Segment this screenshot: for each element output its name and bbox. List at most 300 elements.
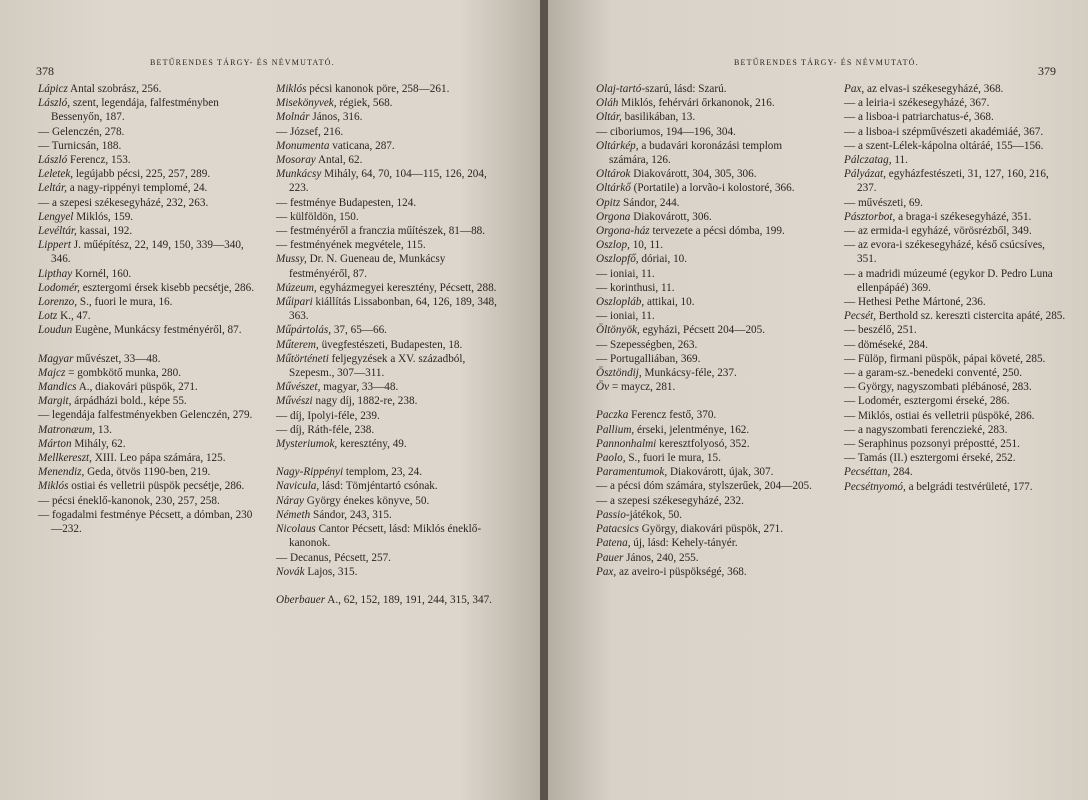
index-headword: Novák (276, 565, 305, 578)
index-entry (596, 281, 818, 295)
index-text: — a szent-Lélek-kápolna oltáráé, 155—156. (844, 139, 1044, 152)
index-entry (596, 451, 818, 465)
index-headword: Nagy-Rippényi (276, 466, 344, 479)
index-text: Cantor Pécsett, lásd: Miklós éneklő-kanonok. (289, 523, 482, 550)
index-headword: Matronæum, (38, 423, 96, 436)
index-text: J. műépítész, 22, 149, 150, 339—340, 346. (51, 239, 244, 266)
index-entry (276, 338, 498, 352)
index-headword: Műtörténeti (276, 352, 329, 365)
index-text: a nagy-rippényi templomé, 24. (66, 182, 208, 195)
index-text: egyházi, Pécsett 204—205. (639, 324, 766, 337)
index-text: — Portugalliában, 369. (596, 352, 701, 365)
index-headword: Mosoray (276, 154, 316, 167)
index-text: — Tamás (II.) esztergomi érseké, 252. (844, 452, 1016, 465)
index-text: S., fuori le mura, 15. (625, 452, 721, 465)
index-headword: Miklós (38, 480, 69, 493)
index-entry (276, 139, 498, 153)
index-text: — a lisboa-i szépművészeti akadémiáé, 367. (844, 125, 1044, 138)
index-entry (276, 565, 498, 579)
index-headword: Pecséttan, (844, 466, 891, 479)
index-entry (596, 338, 818, 352)
index-entry (596, 536, 818, 550)
index-entry (276, 465, 498, 479)
index-entry (276, 437, 498, 451)
index-headword: Öv (596, 381, 610, 394)
index-entry (38, 479, 260, 493)
index-entry (596, 408, 818, 422)
index-text: dóriai, 10. (638, 253, 688, 266)
index-headword: Oberbauer (276, 593, 326, 606)
index-headword: Oltárkép, (596, 139, 639, 152)
index-entry (38, 167, 260, 181)
index-headword: Pax, (596, 565, 617, 578)
index-entry (38, 267, 260, 281)
index-entry (38, 82, 260, 96)
index-headword: Márton (38, 437, 72, 450)
index-entry (276, 110, 498, 124)
index-entry (844, 309, 1066, 323)
index-headword: Miklós (276, 83, 307, 95)
index-entry (38, 380, 260, 394)
index-entry (38, 139, 260, 153)
index-entry (276, 494, 498, 508)
page-number: 379 (1038, 64, 1056, 78)
index-entry (596, 309, 818, 323)
index-headword: Opitz (596, 196, 621, 209)
section-gap (38, 338, 260, 352)
index-text: 37, 65—66. (331, 324, 387, 337)
index-headword: Monumenta (276, 139, 330, 152)
index-entry (38, 494, 260, 508)
index-entry (844, 110, 1066, 124)
index-text: A., diakovári püspök, 271. (76, 381, 198, 394)
index-text: — a leiria-i székesegyházé, 367. (844, 97, 990, 110)
index-text: érseki, jelentménye, 162. (634, 423, 750, 436)
index-entry (844, 366, 1066, 380)
index-text: A., 62, 152, 189, 191, 244, 315, 347. (325, 593, 492, 606)
index-entry (596, 238, 818, 252)
index-headword: Oszlopláb, (596, 296, 645, 309)
index-headword: Mussy, (276, 253, 307, 266)
index-headword: Leletek, (38, 168, 74, 181)
index-headword: Öltönyök, (596, 324, 640, 337)
index-text: 10, 11. (629, 239, 664, 252)
index-text: — a pécsi dóm számára, stylszerűek, 204—205. (596, 480, 812, 493)
index-entry (276, 125, 498, 139)
index-headword: Műpártolás, (276, 324, 332, 337)
index-text: 11. (891, 154, 908, 167)
index-headword: Művészet, (276, 381, 321, 394)
index-text: = maycz, 281. (609, 381, 676, 394)
index-text: keresztény, 49. (337, 438, 407, 451)
section-gap (276, 579, 498, 593)
index-entry (596, 125, 818, 139)
index-entry (596, 110, 818, 124)
index-text: kiállítás Lissabonban, 64, 126, 189, 348, 363. (289, 296, 497, 323)
index-entry (276, 380, 498, 394)
index-headword: Művészi (276, 395, 313, 408)
index-entry (276, 479, 498, 493)
index-text: régiek, 568. (336, 97, 393, 110)
index-entry (596, 210, 818, 224)
index-headword: László, (38, 97, 71, 110)
index-text: — József, 216. (276, 125, 344, 138)
index-entry (844, 437, 1066, 451)
index-entry (596, 267, 818, 281)
index-text: György énekes könyve, 50. (303, 494, 430, 507)
index-text: üvegfestészeti, Budapesten, 18. (318, 338, 463, 351)
index-text: — döméseké, 284. (844, 338, 928, 351)
index-entry (844, 196, 1066, 210)
index-headword: Ösztöndij, (596, 367, 642, 380)
index-headword: Mysteriumok, (276, 438, 338, 451)
index-entry (844, 380, 1066, 394)
index-column (596, 82, 818, 579)
index-entry (38, 125, 260, 139)
index-text: Antal szobrász, 256. (67, 83, 162, 95)
index-entry (276, 96, 498, 110)
index-entry (844, 210, 1066, 224)
index-entry (596, 295, 818, 309)
index-entry (38, 408, 260, 422)
index-headword: Margit, (38, 395, 72, 408)
index-entry (276, 394, 498, 408)
index-column (38, 82, 260, 536)
index-entry (38, 210, 260, 224)
index-headword: Munkácsy (276, 168, 322, 181)
right-page (548, 0, 1088, 800)
index-entry (844, 96, 1066, 110)
index-text: — Decanus, Pécsett, 257. (276, 551, 391, 564)
index-entry (38, 465, 260, 479)
index-headword: Náray (276, 494, 304, 507)
index-text: a braga-i székesegyházé, 351. (895, 210, 1032, 223)
book-gutter (540, 0, 548, 800)
index-entry (844, 295, 1066, 309)
index-headword: Levéltár, (38, 225, 77, 238)
index-text: — Fülöp, firmani püspök, pápai követé, 285. (844, 352, 1046, 365)
index-headword: Lodomér, (38, 281, 80, 294)
index-text: — legendája falfestményekben Gelenczén, 279. (38, 409, 253, 422)
index-entry (596, 423, 818, 437)
index-entry (276, 252, 498, 280)
index-entry (844, 167, 1066, 195)
index-column (844, 82, 1066, 494)
index-text: egyházmegyei keresztény, Pécsett, 288. (316, 281, 497, 294)
index-text: — a garam-sz.-benedeki conventé, 250. (844, 367, 1022, 380)
index-text: — beszélő, 251. (844, 324, 917, 337)
index-headword: Navicula, (276, 480, 320, 493)
index-text: — a nagyszombati ferenczieké, 283. (844, 423, 1008, 436)
index-headword: Pecsétnyomó, (844, 480, 906, 493)
page-number: 378 (36, 64, 54, 78)
index-entry (596, 252, 818, 266)
index-entry (596, 82, 818, 96)
index-headword: Patacsics (596, 523, 639, 536)
index-text: a budavári koronázási templom számára, 126. (609, 139, 783, 167)
index-headword: Műipari (276, 296, 313, 309)
index-entry (38, 451, 260, 465)
index-entry (596, 366, 818, 380)
section-gap (596, 394, 818, 408)
index-headword: Misekönyvek, (276, 97, 337, 110)
index-entry (844, 238, 1066, 266)
index-text: árpádházi bold., képe 55. (71, 395, 187, 408)
index-headword: Pallium, (596, 423, 635, 436)
index-text: Ferencz, 153. (67, 154, 131, 167)
index-text: — ioniai, 11. (596, 267, 655, 280)
index-headword: Orgona-ház (596, 225, 650, 238)
index-text: templom, 23, 24. (343, 466, 423, 479)
index-text: K., 47. (57, 310, 91, 323)
index-text: Eugène, Munkácsy festményéről, 87. (72, 324, 242, 337)
index-headword: Mellkereszt, (38, 452, 92, 465)
running-head: BETŰRENDES TÁRGY- ÉS NÉVMUTATÓ. (150, 58, 335, 67)
index-entry (596, 181, 818, 195)
index-headword: Mandics (38, 381, 77, 394)
index-entry (276, 82, 498, 96)
index-headword: Pásztorbot, (844, 210, 896, 223)
index-text: vaticana, 287. (329, 139, 395, 152)
index-entry (844, 465, 1066, 479)
index-entry (596, 522, 818, 536)
index-text: Dr. N. Gueneau de, Munkácsy festményéről, 87. (289, 253, 446, 280)
index-text: — Szepességben, 263. (596, 338, 698, 351)
index-entry (276, 196, 498, 210)
index-entry (276, 551, 498, 565)
index-headword: Olaj-tartó- (596, 83, 646, 95)
index-headword: Magyar (38, 352, 74, 365)
index-headword: Pecsét, (844, 310, 876, 323)
index-text: tervezete a pécsi dómba, 199. (649, 225, 785, 238)
index-text: az elvas-i székesegyházé, 368. (864, 83, 1004, 95)
index-entry (596, 494, 818, 508)
index-text: Diakovárott, 306. (630, 210, 712, 223)
index-entry (38, 196, 260, 210)
index-text: (Portatile) a lorvão-i kolostoré, 366. (630, 182, 795, 195)
index-headword: Műterem, (276, 338, 319, 351)
index-text: Ferencz festő, 370. (628, 409, 717, 422)
index-entry (596, 465, 818, 479)
index-entry (276, 323, 498, 337)
index-headword: Pax, (844, 83, 865, 95)
index-entry (596, 380, 818, 394)
index-text: nagy díj, 1882-re, 238. (312, 395, 418, 408)
index-entry (276, 522, 498, 550)
index-text: 284. (890, 466, 913, 479)
index-text: Kornél, 160. (72, 267, 132, 280)
index-entry (596, 437, 818, 451)
index-headword: Pauer (596, 551, 624, 564)
index-headword: Patena, (596, 537, 631, 550)
index-entry (38, 323, 260, 337)
index-text: XIII. Leo pápa számára, 125. (91, 452, 226, 465)
index-headword: Oláh (596, 97, 619, 110)
index-text: új, lásd: Kehely-tányér. (630, 537, 738, 550)
index-text: — díj, Ipolyi-féle, 239. (276, 409, 380, 422)
index-text: János, 240, 255. (623, 551, 699, 564)
index-text: feljegyzések a XV. századból, Szepesm., 307—311. (289, 352, 466, 380)
index-text: — Lodomér, esztergomi érseké, 286. (844, 395, 1010, 408)
index-text: pécsi kanonok pöre, 258—261. (306, 83, 450, 95)
index-text: játékok, 50. (629, 508, 683, 521)
index-text: Sándor, 244. (620, 196, 680, 209)
index-entry (38, 238, 260, 266)
index-headword: Lápicz (38, 83, 68, 95)
index-text: — a szepesi székesegyházé, 232. (596, 494, 744, 507)
index-entry (596, 323, 818, 337)
index-entry (38, 281, 260, 295)
index-text: basilikában, 13. (621, 111, 696, 124)
index-entry (844, 267, 1066, 295)
index-text: Sándor, 243, 315. (310, 508, 392, 521)
index-entry (38, 352, 260, 366)
index-entry (38, 153, 260, 167)
index-text: legújabb pécsi, 225, 257, 289. (73, 168, 211, 181)
index-text: — Turnicsán, 188. (38, 139, 122, 152)
index-entry (38, 224, 260, 238)
index-text: Diakovárott, 304, 305, 306. (630, 168, 757, 181)
index-text: S., fuori le mura, 16. (77, 296, 173, 309)
index-text: szarú, lásd: Szarú. (645, 83, 727, 95)
index-headword: Lotz (38, 310, 58, 323)
index-entry (38, 394, 260, 408)
index-headword: Oltár, (596, 111, 622, 124)
index-text: attikai, 10. (644, 296, 695, 309)
index-text: — ioniai, 11. (596, 310, 655, 323)
index-entry (596, 479, 818, 493)
index-entry (596, 196, 818, 210)
index-text: György, diakovári püspök, 271. (638, 523, 784, 536)
index-text: — festményéről a franczia műítészek, 81—88. (276, 225, 486, 238)
index-text: — az ermida-i egyházé, vörösrézből, 349. (844, 225, 1032, 238)
index-headword: Oltárok (596, 168, 631, 181)
index-headword: Oszlopfő, (596, 253, 639, 266)
index-entry (596, 565, 818, 579)
index-text: az aveiro-i püspökségé, 368. (616, 565, 747, 578)
index-text: keresztfolyosó, 352. (656, 437, 750, 450)
index-text: esztergomi érsek kisebb pecsétje, 286. (79, 281, 255, 294)
index-headword: Paramentumok, (596, 466, 668, 479)
index-headword: Oltárkő (596, 182, 631, 195)
index-text: művészet, 33—48. (73, 352, 161, 365)
index-text: ostiai és velletrii püspök pecsétje, 286. (68, 480, 245, 493)
index-headword: Orgona (596, 210, 631, 223)
index-entry (596, 167, 818, 181)
index-entry (844, 224, 1066, 238)
index-text: — Seraphinus pozsonyi prépostté, 251. (844, 438, 1020, 451)
index-text: Munkácsy-féle, 237. (641, 367, 737, 380)
index-entry (38, 508, 260, 536)
index-entry (38, 96, 260, 124)
index-entry (38, 181, 260, 195)
index-text: = gombkötő munka, 280. (65, 366, 182, 379)
index-headword: Pályázat, (844, 168, 886, 181)
index-entry (276, 409, 498, 423)
index-entry (276, 167, 498, 195)
index-text: lásd: Tömjéntartó csónak. (319, 480, 438, 493)
index-entry (844, 153, 1066, 167)
index-entry (844, 451, 1066, 465)
index-headword: Pannonhalmi (596, 437, 657, 450)
index-headword: Nicolaus (276, 523, 316, 536)
index-entry (596, 352, 818, 366)
index-text: — Gelenczén, 278. (38, 125, 125, 138)
index-text: — művészeti, 69. (844, 196, 923, 209)
index-text: — pécsi éneklő-kanonok, 230, 257, 258. (38, 494, 220, 507)
index-entry (38, 423, 260, 437)
index-text: kassai, 192. (76, 225, 133, 238)
index-entry (596, 96, 818, 110)
index-entry (844, 323, 1066, 337)
index-text: János, 316. (309, 111, 363, 124)
index-text: Mihály, 62. (71, 437, 126, 450)
index-text: — a szepesi székesegyházé, 232, 263. (38, 196, 209, 209)
index-entry (38, 295, 260, 309)
index-headword: Múzeum, (276, 281, 317, 294)
index-headword: Oszlop, (596, 239, 630, 252)
running-head: BETŰRENDES TÁRGY- ÉS NÉVMUTATÓ. (734, 58, 919, 67)
index-entry (276, 224, 498, 238)
index-text: Miklós, fehérvári őrkanonok, 216. (618, 97, 775, 110)
index-entry (276, 210, 498, 224)
index-headword: Molnár (276, 111, 310, 124)
index-entry (276, 238, 498, 252)
index-entry (844, 139, 1066, 153)
index-text: szent, legendája, falfestményben Bessenyőn, 187. (51, 97, 219, 124)
index-column (276, 82, 498, 607)
index-text: — György, nagyszombati plébánosé, 283. (844, 381, 1032, 394)
index-text: — külföldön, 150. (276, 210, 359, 223)
index-entry (596, 139, 818, 167)
index-headword: Paczka (596, 409, 629, 422)
index-text: egyházfestészeti, 31, 127, 160, 216, 237. (857, 168, 1049, 195)
index-text: — fogadalmi festménye Pécsett, a dómban, 230—232. (38, 508, 253, 536)
index-headword: Loudun (38, 324, 73, 337)
index-headword: Németh (276, 508, 311, 521)
index-entry (844, 409, 1066, 423)
index-headword: Passio- (596, 508, 630, 521)
index-text: a belgrádi testvérületé, 177. (905, 480, 1033, 493)
index-entry (276, 508, 498, 522)
index-entry (38, 437, 260, 451)
index-text: — az evora-i székesegyházé, késő csúcsíves, 351. (844, 239, 1045, 266)
index-text: — díj, Ráth-féle, 238. (276, 423, 375, 436)
index-headword: Menendiz, (38, 466, 85, 479)
index-text: Diakovárott, újak, 307. (667, 466, 774, 479)
index-entry (276, 153, 498, 167)
index-entry (38, 309, 260, 323)
index-text: — Miklós, ostiai és velletrii püspöké, 286. (844, 409, 1035, 422)
index-text: Antal, 62. (315, 154, 363, 167)
index-text: — Hethesi Pethe Mártoné, 236. (844, 296, 986, 309)
index-entry (38, 366, 260, 380)
index-text: — festményének megvétele, 115. (276, 239, 426, 252)
index-text: — a madridi múzeumé (egykor D. Pedro Luna ellenpápáé) 369. (844, 267, 1053, 294)
index-text: — ciboriumos, 194—196, 304. (596, 125, 736, 138)
index-headword: Majcz (38, 366, 66, 379)
index-entry (844, 338, 1066, 352)
index-entry (276, 352, 498, 380)
index-entry (844, 480, 1066, 494)
index-entry (844, 352, 1066, 366)
index-headword: Lorenzo, (38, 296, 78, 309)
section-gap (276, 451, 498, 465)
index-headword: Leltár, (38, 182, 67, 195)
index-text: — festménye Budapesten, 124. (276, 196, 417, 209)
index-text: — korinthusi, 11. (596, 281, 675, 294)
index-headword: Lengyel (38, 210, 74, 223)
